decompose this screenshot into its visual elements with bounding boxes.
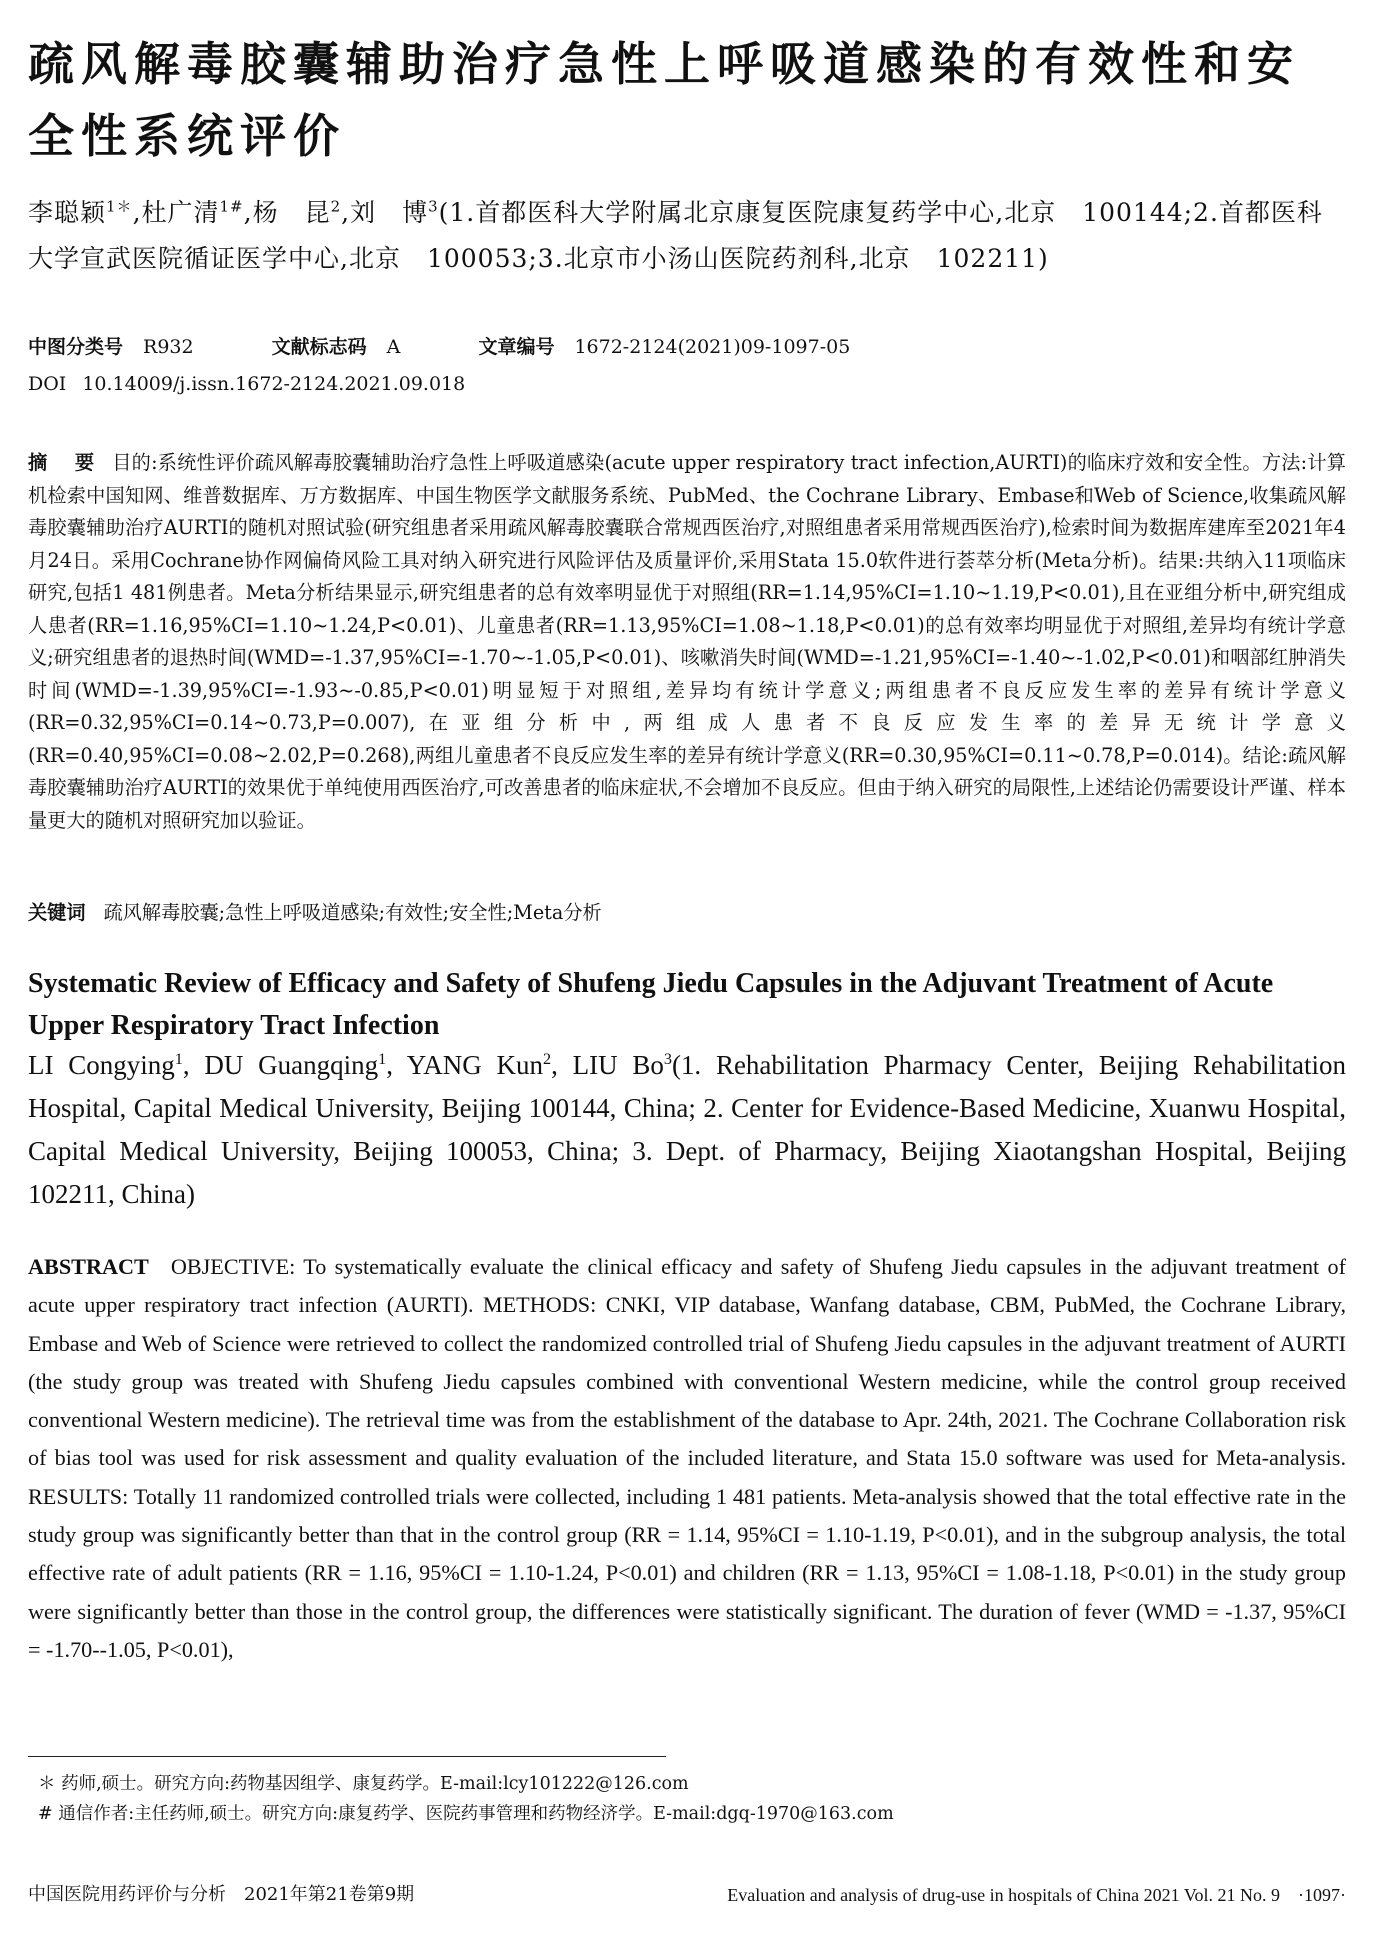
footnote-divider <box>28 1756 666 1757</box>
abstract-english-label: ABSTRACT <box>28 1254 149 1279</box>
classification-row <box>28 333 1346 361</box>
doi-value: 10.14009/j.issn.1672-2124.2021.09.018 <box>82 373 466 395</box>
authors-chinese <box>28 190 1346 282</box>
author-4-affiliation-mark: 3 <box>428 197 439 216</box>
author-en-2-affiliation-mark: 1 <box>378 1050 387 1068</box>
keywords-chinese-text: 疏风解毒胶囊;急性上呼吸道感染;有效性;安全性;Meta分析 <box>103 901 602 924</box>
authors-english <box>28 1044 1346 1216</box>
author-2: ,杜广清 <box>132 198 220 227</box>
doc-code-value: A <box>386 336 401 358</box>
keywords-chinese <box>28 898 1346 928</box>
doc-code-label: 文献标志码 <box>271 336 367 358</box>
title-english: Systematic Review of Efficacy and Safety of Shufeng Jiedu Capsules in the Adjuvant Treatment of Acute Upper Respiratory Tract Infection <box>28 968 1274 1041</box>
author-en-4: , LIU Bo <box>551 1050 664 1080</box>
author-en-3-affiliation-mark: 2 <box>542 1050 552 1068</box>
author-en-1-affiliation-mark: 1 <box>174 1050 183 1068</box>
footnote-first-author: ＊ 药师,硕士。研究方向:药物基因组学、康复药学。E-mail:lcy101222@126.com <box>38 1774 689 1794</box>
affiliations-chinese: (1.首都医科大学附属北京康复医院康复药学中心,北京 100144;2.首都医科大学宣武医院循证医学中心,北京 100053;3.北京市小汤山医院药剂科,北京 102211) <box>28 198 1323 273</box>
footnote-corresponding-author: # 通信作者:主任药师,硕士。研究方向:康复药学、医院药事管理和药物经济学。E-mail:dgq-1970@163.com <box>38 1804 894 1824</box>
article-number-value: 1672-2124(2021)09-1097-05 <box>574 336 851 358</box>
keywords-chinese-label: 关键词 <box>28 901 86 924</box>
author-4: ,刘 博 <box>341 198 429 227</box>
footer-journal-english: Evaluation and analysis of drug-use in hospitals of China 2021 Vol. 21 No. 9 ·1097· <box>727 1885 1346 1905</box>
author-3-affiliation-mark: 2 <box>330 197 342 216</box>
clc-value: R932 <box>143 336 194 358</box>
affiliations-english: (1. Rehabilitation Pharmacy Center, Beijing Rehabilitation Hospital, Capital Medical University, Beijing 100144, China; 2. Center for Evidence-Based Medicine, Xuanwu Hospital, Capital Medical University, Beijing 100053, China; 3. Dept. of Pharmacy, Beijing Xiaotangshan Hospital, Beijing 102211, China) <box>28 1050 1347 1209</box>
abstract-chinese-label: 摘 要 <box>28 451 99 474</box>
abstract-english-text: OBJECTIVE: To systematically evaluate the clinical efficacy and safety of Shufeng Jiedu capsules in the adjuvant treatment of acute upper respiratory tract infection (AURTI). METHODS: CNKI, VIP database, Wanfang database, CBM, PubMed, the Cochrane Library, Embase and Web of Science were retrieved to collect the randomized controlled trial of Shufeng Jiedu capsules in the adjuvant treatment of AURTI (the study group was treated with Shufeng Jiedu capsules combined with conventional Western medicine, while the control group received conventional Western medicine). The retrieval time was from the establishment of the database to Apr. 24th, 2021. The Cochrane Collaboration risk of bias tool was used for risk assessment and quality evaluation of the included literature, and Stata 15.0 software was used for Meta-analysis. RESULTS: Totally 11 randomized controlled trials were collected, including 1 481 patients. Meta-analysis showed that the total effective rate in the study group was significantly better than that in the control group (RR = 1.14, 95%CI = 1.10-1.19, P<0.01), and in the subgroup analysis, the total effective rate of adult patients (RR = 1.16, 95%CI = 1.10-1.24, P<0.01) and children (RR = 1.13, 95%CI = 1.08-1.18, P<0.01) in the study group were significantly better than those in the control group, the differences were statistically significant. The duration of fever (WMD = -1.37, 95%CI = -1.70--1.05, P<0.01), <box>28 1254 1346 1662</box>
author-en-3: , YANG Kun <box>386 1050 543 1080</box>
author-en-4-affiliation-mark: 3 <box>663 1050 672 1068</box>
article-number-label: 文章编号 <box>478 336 555 358</box>
title-chinese: 疏风解毒胶囊辅助治疗急性上呼吸道感染的有效性和安全性系统评价 <box>28 37 1300 163</box>
author-1-affiliation-mark: 1＊ <box>106 197 133 216</box>
author-en-2: , DU Guangqing <box>182 1050 379 1080</box>
abstract-chinese-text: 目的:系统性评价疏风解毒胶囊辅助治疗急性上呼吸道感染(acute upper respiratory tract infection,AURTI)的临床疗效和安全性。方法:计算机检索中国知网、维普数据库、万方数据库、中国生物医学文献服务系统、PubMed、the Cochrane Library、Embase和Web of Science,收集疏风解毒胶囊辅助治疗AURTI的随机对照试验(研究组患者采用疏风解毒胶囊联合常规西医治疗,对照组患者采用常规西医治疗),检索时间为数据库建库至2021年4月24日。采用Cochrane协作网偏倚风险工具对纳入研究进行风险评估及质量评价,采用Stata 15.0软件进行荟萃分析(Meta分析)。结果:共纳入11项临床研究,包括1 481例患者。Meta分析结果显示,研究组患者的总有效率明显优于对照组(RR=1.14,95%CI=1.10~1.19,P<0.01),且在亚组分析中,研究组成人患者(RR=1.16,95%CI=1.10~1.24,P<0.01)、儿童患者(RR=1.13,95%CI=1.08~1.18,P<0.01)的总有效率均明显优于对照组,差异均有统计学意义;研究组患者的退热时间(WMD=-1.37,95%CI=-1.70~-1.05,P<0.01)、咳嗽消失时间(WMD=-1.21,95%CI=-1.40~-1.02,P<0.01)和咽部红肿消失时间(WMD=-1.39,95%CI=-1.93~-0.85,P<0.01)明显短于对照组,差异均有统计学意义;两组患者不良反应发生率的差异有统计学意义(RR=0.32,95%CI=0.14~0.73,P=0.007),在亚组分析中,两组成人患者不良反应发生率的差异无统计学意义(RR=0.40,95%CI=0.08~2.02,P=0.268),两组儿童患者不良反应发生率的差异有统计学意义(RR=0.30,95%CI=0.11~0.78,P=0.014)。结论:疏风解毒胶囊辅助治疗AURTI的效果优于单纯使用西医治疗,可改善患者的临床症状,不会增加不良反应。但由于纳入研究的局限性,上述结论仍需要设计严谨、样本量更大的随机对照研究加以验证。 <box>28 451 1346 832</box>
footer-journal-chinese: 中国医院用药评价与分析 2021年第21卷第9期 <box>28 1884 415 1905</box>
author-2-affiliation-mark: 1# <box>219 197 244 216</box>
author-en-1: LI Congying <box>28 1050 175 1080</box>
author-3: ,杨 昆 <box>243 198 331 227</box>
abstract-english <box>28 1248 1346 1669</box>
doi-label: DOI <box>28 373 67 395</box>
author-1: 李聪颖 <box>28 198 107 227</box>
doi-row <box>28 370 1346 398</box>
clc-label: 中图分类号 <box>28 336 124 358</box>
abstract-chinese <box>28 447 1346 837</box>
